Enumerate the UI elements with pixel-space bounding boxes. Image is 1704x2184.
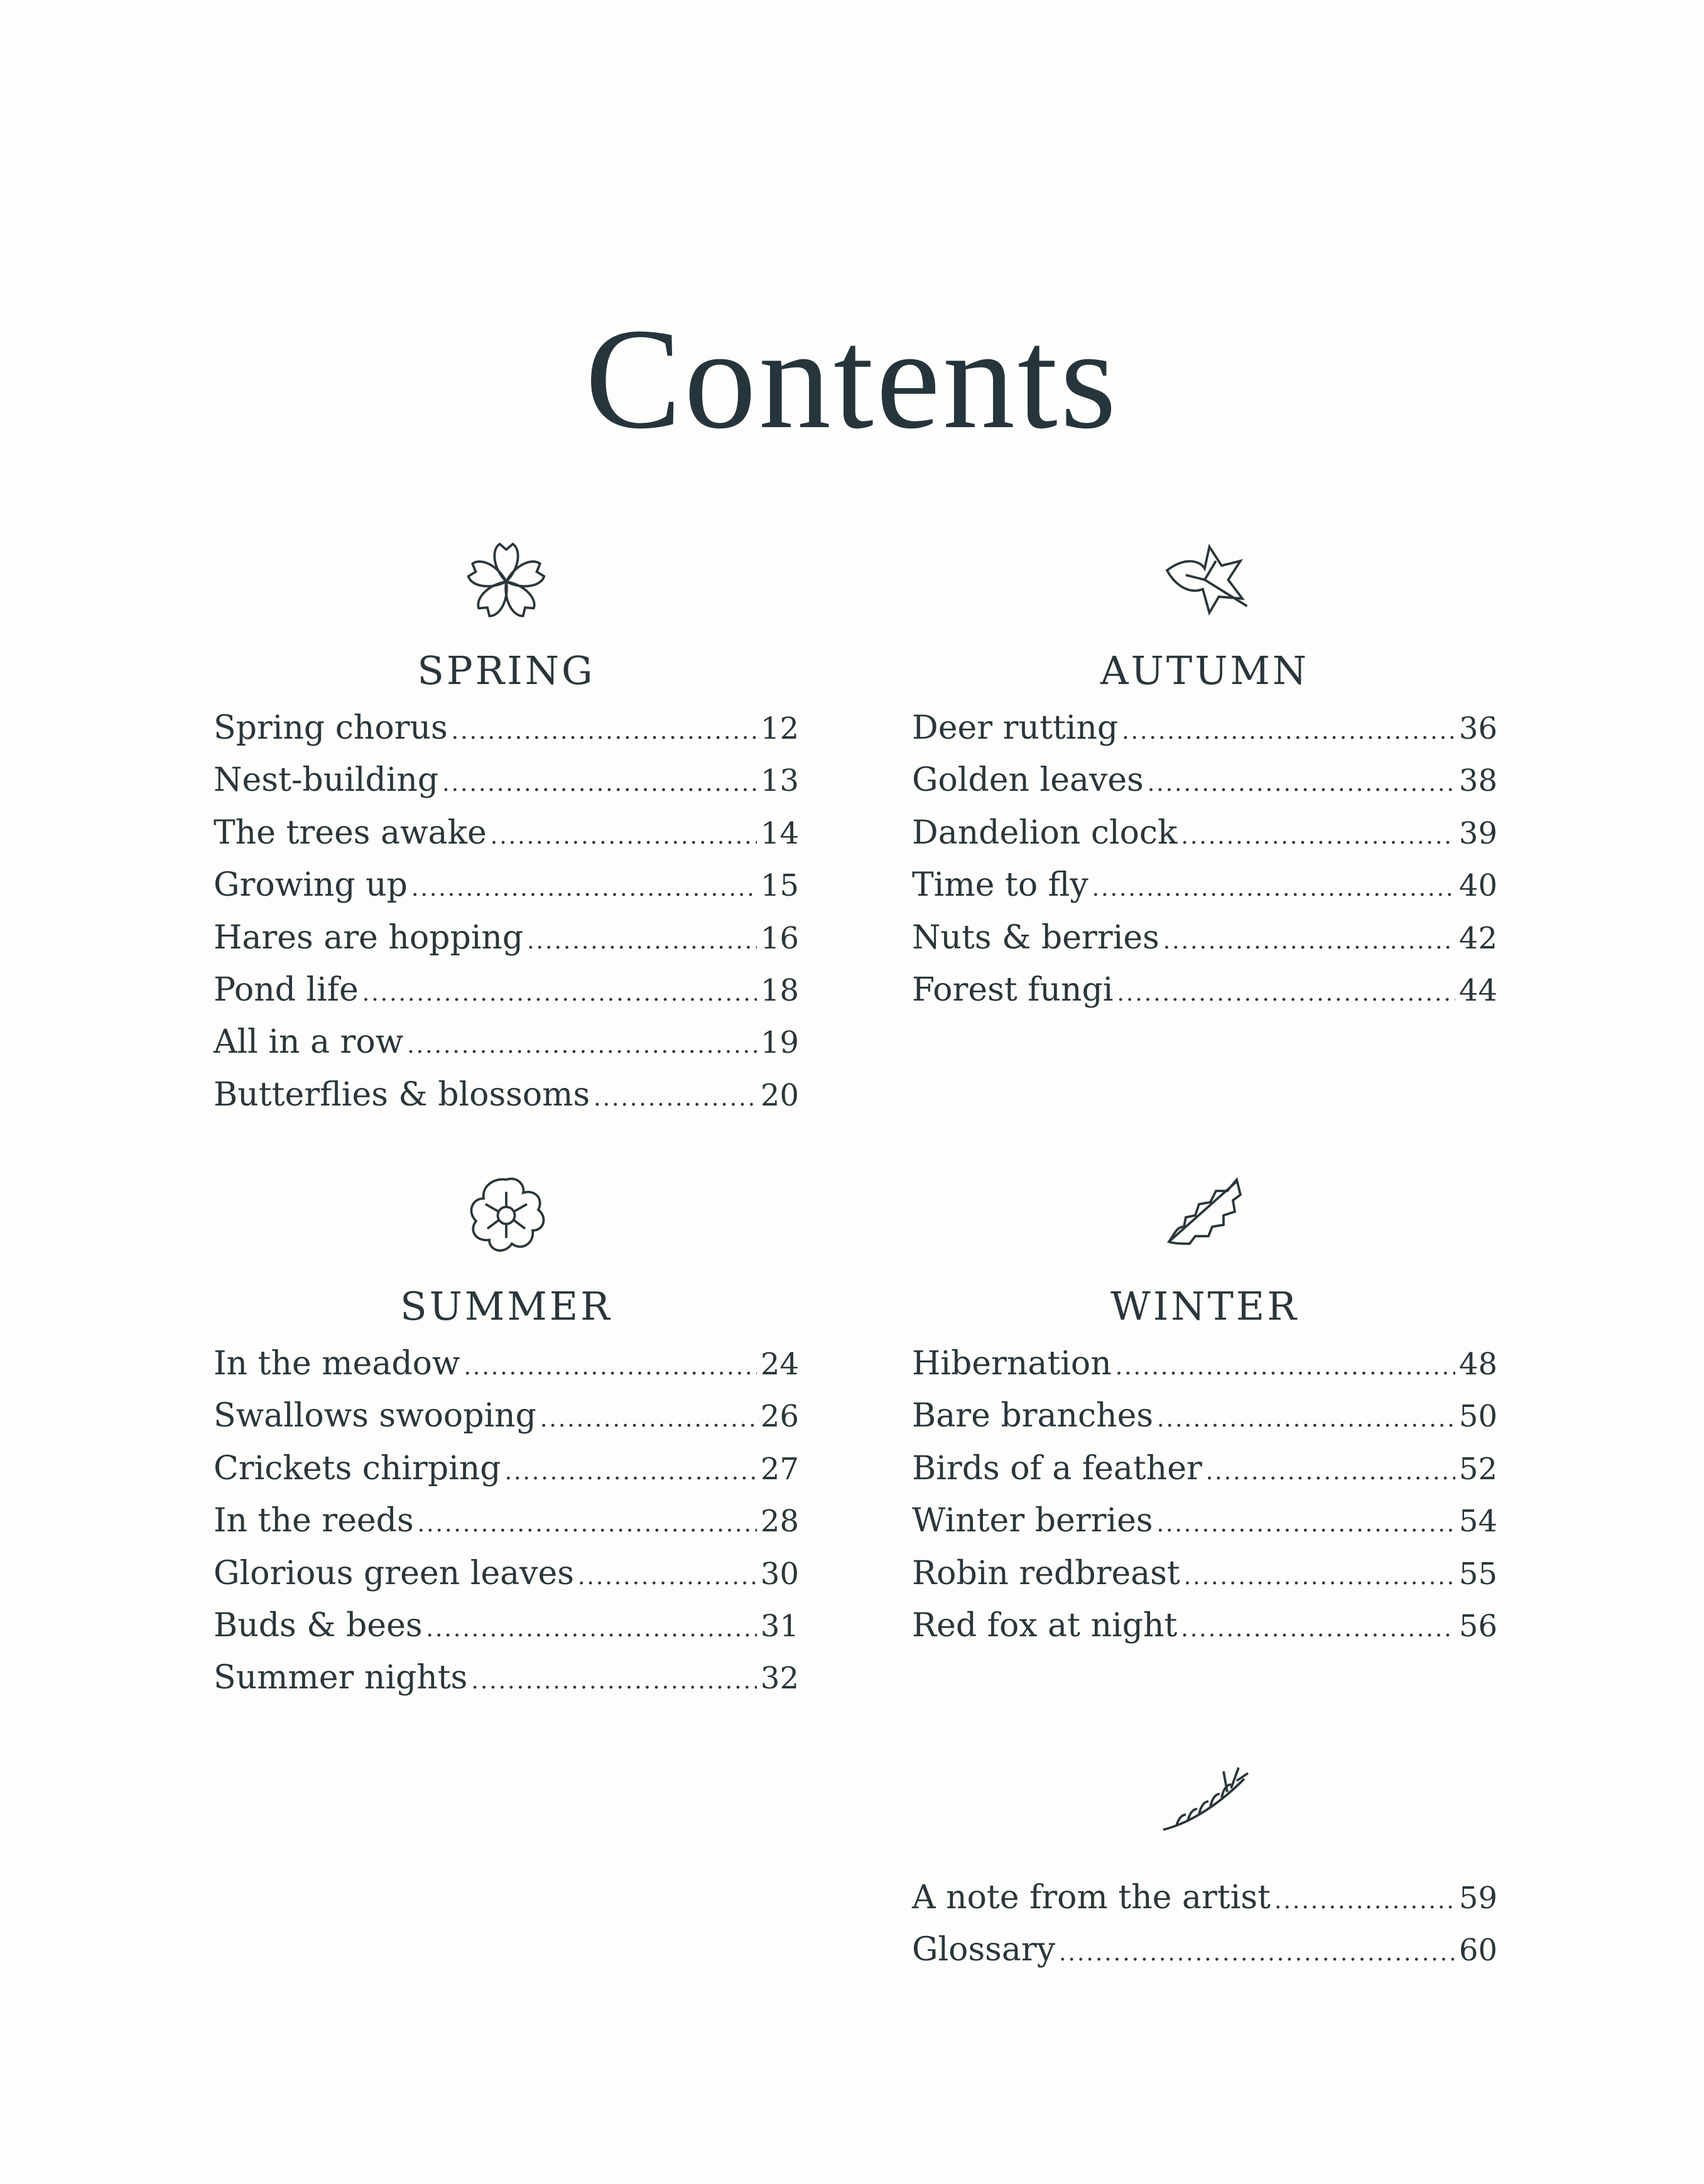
page-number: 16 bbox=[760, 920, 799, 956]
dot-leader bbox=[1115, 1341, 1455, 1393]
page-number: 27 bbox=[760, 1451, 799, 1487]
entry-title: Time to fly bbox=[912, 866, 1088, 905]
toc-entry[interactable] bbox=[214, 1548, 799, 1600]
dot-leader bbox=[407, 1019, 757, 1072]
toc-entry[interactable] bbox=[214, 859, 799, 911]
page-number: 44 bbox=[1458, 972, 1497, 1008]
section-summer bbox=[214, 1168, 799, 1705]
toc-entry[interactable] bbox=[912, 964, 1497, 1016]
entry-title: Butterflies & blossoms bbox=[214, 1075, 590, 1114]
entry-title: Golden leaves bbox=[912, 761, 1144, 800]
page-number: 55 bbox=[1458, 1556, 1497, 1592]
toc-entry[interactable] bbox=[912, 1548, 1497, 1600]
page-number: 32 bbox=[760, 1661, 799, 1697]
toc-entry[interactable] bbox=[912, 807, 1497, 859]
toc-entry[interactable] bbox=[912, 702, 1497, 754]
section-autumn bbox=[912, 533, 1497, 1016]
toc-entry[interactable] bbox=[912, 1443, 1497, 1495]
dot-leader bbox=[1163, 915, 1455, 967]
dot-leader bbox=[426, 1603, 757, 1655]
dot-leader bbox=[1059, 1927, 1455, 1979]
toc-entry[interactable] bbox=[214, 912, 799, 964]
section-spring bbox=[214, 533, 799, 1121]
entry-title: Glossary bbox=[912, 1931, 1056, 1969]
dot-leader bbox=[527, 915, 757, 967]
entry-title: Growing up bbox=[214, 866, 408, 905]
toc-entry[interactable] bbox=[214, 1390, 799, 1442]
page-number: 38 bbox=[1458, 763, 1497, 799]
page-number: 54 bbox=[1458, 1504, 1497, 1540]
toc-entry[interactable] bbox=[912, 1924, 1497, 1976]
blossom-icon bbox=[456, 533, 556, 627]
toc-entry[interactable] bbox=[214, 702, 799, 754]
sprig-icon bbox=[1154, 1752, 1255, 1847]
entry-title: Birds of a feather bbox=[912, 1449, 1202, 1487]
toc-entry[interactable] bbox=[912, 859, 1497, 911]
page-number: 18 bbox=[760, 972, 799, 1008]
page-number: 52 bbox=[1458, 1451, 1497, 1487]
entry-title: Swallows swooping bbox=[214, 1397, 536, 1435]
page-number: 31 bbox=[760, 1608, 799, 1644]
entry-title: In the meadow bbox=[214, 1345, 460, 1383]
dot-leader bbox=[1184, 1551, 1455, 1603]
page-number: 14 bbox=[760, 815, 799, 851]
dot-leader bbox=[578, 1551, 757, 1603]
holly-leaf-icon bbox=[1154, 1168, 1255, 1263]
section-heading: SUMMER bbox=[400, 1283, 612, 1329]
toc-entry[interactable] bbox=[214, 1600, 799, 1652]
dot-leader bbox=[1148, 758, 1455, 810]
toc-entry[interactable] bbox=[214, 754, 799, 807]
entry-title: Buds & bees bbox=[214, 1606, 423, 1644]
page-number: 26 bbox=[760, 1399, 799, 1435]
entry-title: Bare branches bbox=[912, 1397, 1154, 1435]
toc-entry[interactable] bbox=[214, 1016, 799, 1068]
dot-leader bbox=[418, 1498, 757, 1550]
entry-title: The trees awake bbox=[214, 813, 487, 852]
page-number: 42 bbox=[1458, 920, 1497, 956]
page-number: 36 bbox=[1458, 711, 1497, 746]
dot-leader bbox=[1274, 1875, 1455, 1927]
page-number: 48 bbox=[1458, 1347, 1497, 1382]
entry-title: Red fox at night bbox=[912, 1606, 1178, 1644]
dot-leader bbox=[471, 1655, 757, 1707]
toc-entry[interactable] bbox=[214, 964, 799, 1016]
page-number: 40 bbox=[1458, 868, 1497, 904]
entry-title: In the reeds bbox=[214, 1502, 414, 1540]
entry-title: Forest fungi bbox=[912, 970, 1114, 1009]
dot-leader bbox=[442, 758, 757, 810]
page-number: 59 bbox=[1458, 1881, 1497, 1916]
toc-entry[interactable] bbox=[912, 1390, 1497, 1442]
page-number: 28 bbox=[760, 1504, 799, 1540]
page-number: 19 bbox=[760, 1025, 799, 1061]
dot-leader bbox=[1206, 1446, 1455, 1498]
entry-title: Hares are hopping bbox=[214, 918, 524, 957]
dot-leader bbox=[1181, 1603, 1455, 1655]
page-number: 50 bbox=[1458, 1399, 1497, 1435]
page-number: 12 bbox=[760, 711, 799, 746]
dot-leader bbox=[452, 705, 757, 758]
toc-entry[interactable] bbox=[912, 912, 1497, 964]
dot-leader bbox=[1122, 705, 1455, 758]
toc-entry[interactable] bbox=[912, 1872, 1497, 1924]
entry-title: Winter berries bbox=[912, 1502, 1153, 1540]
dot-leader bbox=[1117, 967, 1455, 1019]
page-number: 60 bbox=[1458, 1933, 1497, 1969]
section-extras bbox=[912, 1752, 1497, 1977]
toc-entry[interactable] bbox=[214, 1443, 799, 1495]
section-heading: WINTER bbox=[1110, 1283, 1299, 1329]
entry-title: Nuts & berries bbox=[912, 918, 1159, 957]
toc-entry[interactable] bbox=[214, 1652, 799, 1704]
page-number: 30 bbox=[760, 1556, 799, 1592]
dot-leader bbox=[464, 1341, 756, 1393]
toc-entry[interactable] bbox=[912, 754, 1497, 807]
toc-entry[interactable] bbox=[214, 1069, 799, 1121]
entry-title: Deer rutting bbox=[912, 709, 1119, 747]
entry-title: Glorious green leaves bbox=[214, 1554, 574, 1592]
dot-leader bbox=[505, 1446, 757, 1498]
entry-title: Robin redbreast bbox=[912, 1554, 1180, 1592]
page-number: 15 bbox=[760, 868, 799, 904]
entry-title: Nest-building bbox=[214, 761, 439, 800]
dot-leader bbox=[540, 1393, 757, 1445]
page-number: 39 bbox=[1458, 815, 1497, 851]
page-number: 20 bbox=[760, 1077, 799, 1113]
dot-leader bbox=[1181, 810, 1455, 862]
entry-title: Hibernation bbox=[912, 1345, 1112, 1383]
flower-icon bbox=[456, 1168, 556, 1263]
entry-title: Summer nights bbox=[214, 1659, 468, 1697]
page-number: 56 bbox=[1458, 1608, 1497, 1644]
dot-leader bbox=[411, 862, 757, 915]
entry-title: A note from the artist bbox=[912, 1879, 1271, 1916]
entry-title: Spring chorus bbox=[214, 709, 448, 747]
dot-leader bbox=[1157, 1498, 1455, 1550]
section-heading: AUTUMN bbox=[1100, 648, 1310, 693]
page-number: 24 bbox=[760, 1347, 799, 1382]
dot-leader bbox=[1092, 862, 1455, 915]
page-title: Contents bbox=[585, 298, 1119, 459]
dot-leader bbox=[362, 967, 757, 1019]
dot-leader bbox=[594, 1072, 757, 1124]
section-heading: SPRING bbox=[417, 648, 595, 693]
toc-entry[interactable] bbox=[912, 1338, 1497, 1390]
entry-title: Pond life bbox=[214, 970, 359, 1009]
toc-entry[interactable] bbox=[214, 1495, 799, 1547]
toc-entry[interactable] bbox=[214, 807, 799, 859]
entry-title: All in a row bbox=[214, 1023, 404, 1062]
entry-title: Crickets chirping bbox=[214, 1449, 501, 1487]
entry-title: Dandelion clock bbox=[912, 813, 1178, 852]
section-winter bbox=[912, 1168, 1497, 1652]
toc-entry[interactable] bbox=[214, 1338, 799, 1390]
toc-entry[interactable] bbox=[912, 1600, 1497, 1652]
maple-leaf-icon bbox=[1154, 533, 1255, 627]
dot-leader bbox=[491, 810, 757, 862]
dot-leader bbox=[1157, 1393, 1455, 1445]
toc-entry[interactable] bbox=[912, 1495, 1497, 1547]
page-number: 13 bbox=[760, 763, 799, 799]
